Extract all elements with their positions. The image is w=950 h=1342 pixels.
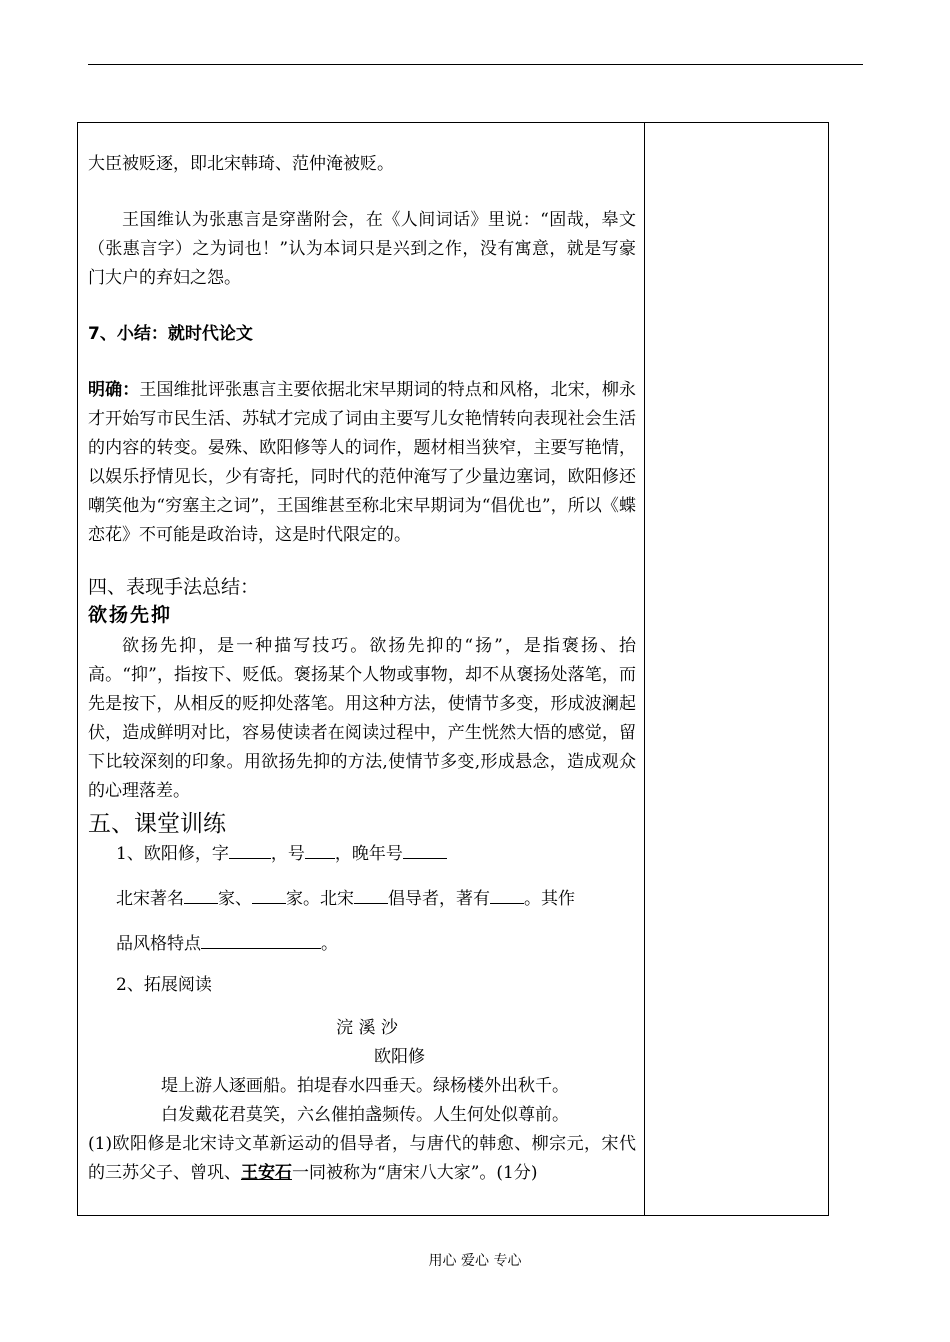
header-rule xyxy=(88,64,863,65)
answer-blank xyxy=(354,885,388,904)
answer-blank xyxy=(403,840,447,859)
answer-blank xyxy=(229,840,271,859)
text: 一同被称为“唐宋八大家”。(1分) xyxy=(292,1163,538,1183)
text: 。 xyxy=(321,934,338,954)
answer-blank xyxy=(201,930,321,949)
filled-answer: 王安石 xyxy=(241,1163,292,1183)
section-heading: 五、课堂训练 xyxy=(88,811,226,837)
answer-blank xyxy=(490,885,524,904)
answer-blank xyxy=(252,885,286,904)
text: 家、 xyxy=(218,889,252,909)
annotation-note xyxy=(88,1130,636,1188)
page-footer: 用心 爱心 专心 xyxy=(428,1253,522,1269)
technique-paragraph: 欲扬先抑，是一种描写技巧。欲扬先抑的“扬”，是指褒扬、抬高。“抑”，指按下、贬低。褒扬某个人物或事物，却不从褒扬处落笔，而先是按下，从相反的贬抑处落笔。用这种方法，使情节多变，形成波澜起伏，造成鲜明对比，容易使读者在阅读过程中，产生恍然大悟的感觉，留下比较深刻的印象。用欲扬先抑的方法,使情节多变,形成悬念，造成观众的心理落差。 xyxy=(88,636,636,801)
question-1-line-2 xyxy=(88,885,636,914)
text: 倡导者，著有 xyxy=(388,889,490,909)
paragraph: 王国维认为张惠言是穿凿附会，在《人间词话》里说：“固哉，皋文（张惠言字）之为词也！”认为本词只是兴到之作，没有寓意，就是写豪门大户的弃妇之怨。 xyxy=(88,210,636,288)
text: ，号 xyxy=(270,844,305,864)
poem-line: 堤上游人逐画船。拍堤春水四垂天。绿杨楼外出秋千。 xyxy=(161,1076,569,1096)
text: ，晚年号 xyxy=(334,844,403,864)
answer-blank xyxy=(184,885,218,904)
clarify-paragraph xyxy=(88,376,636,550)
text: 北宋著名 xyxy=(116,889,184,909)
question-1-line-1 xyxy=(88,840,636,869)
text: 1、欧阳修，字 xyxy=(116,844,229,864)
poem-title: 浣 溪 沙 xyxy=(336,1018,398,1038)
section-heading: 四、表现手法总结： xyxy=(88,576,260,598)
technique-title: 欲扬先抑 xyxy=(88,604,173,626)
main-cell xyxy=(88,150,636,1188)
text: (1)欧阳修是北宋诗文革新运动的倡导者，与唐代的韩愈、柳宗元，宋代的三苏父子、曾巩、 xyxy=(88,1134,636,1183)
text: 品风格特点 xyxy=(116,934,201,954)
summary-heading: 7、小结：就时代论文 xyxy=(88,324,253,344)
poem-line: 白发戴花君莫笑，六幺催拍盏频传。人生何处似尊前。 xyxy=(161,1105,569,1125)
answer-blank xyxy=(305,840,335,859)
clarify-label: 明确： xyxy=(88,380,140,400)
question-2: 2、拓展阅读 xyxy=(116,975,212,995)
table-column-divider xyxy=(644,122,645,1216)
poem-author: 欧阳修 xyxy=(374,1047,425,1067)
paragraph: 大臣被贬逐，即北宋韩琦、范仲淹被贬。 xyxy=(88,154,394,174)
text: 。其作 xyxy=(524,889,575,909)
text: 家。北宋 xyxy=(286,889,354,909)
question-1-line-3 xyxy=(88,930,636,959)
clarify-text: 王国维批评张惠言主要依据北宋早期词的特点和风格，北宋，柳永才开始写市民生活、苏轼才完成了词由主要写儿女艳情转向表现社会生活的内容的转变。晏殊、欧阳修等人的词作，题材相当狭窄，主要写艳情，以娱乐抒情见长，少有寄托，同时代的范仲淹写了少量边塞词，欧阳修还嘲笑他为“穷塞主之词”，王国维甚至称北宋早期词为“倡优也”，所以《蝶恋花》不可能是政治诗，这是时代限定的。 xyxy=(88,380,637,545)
